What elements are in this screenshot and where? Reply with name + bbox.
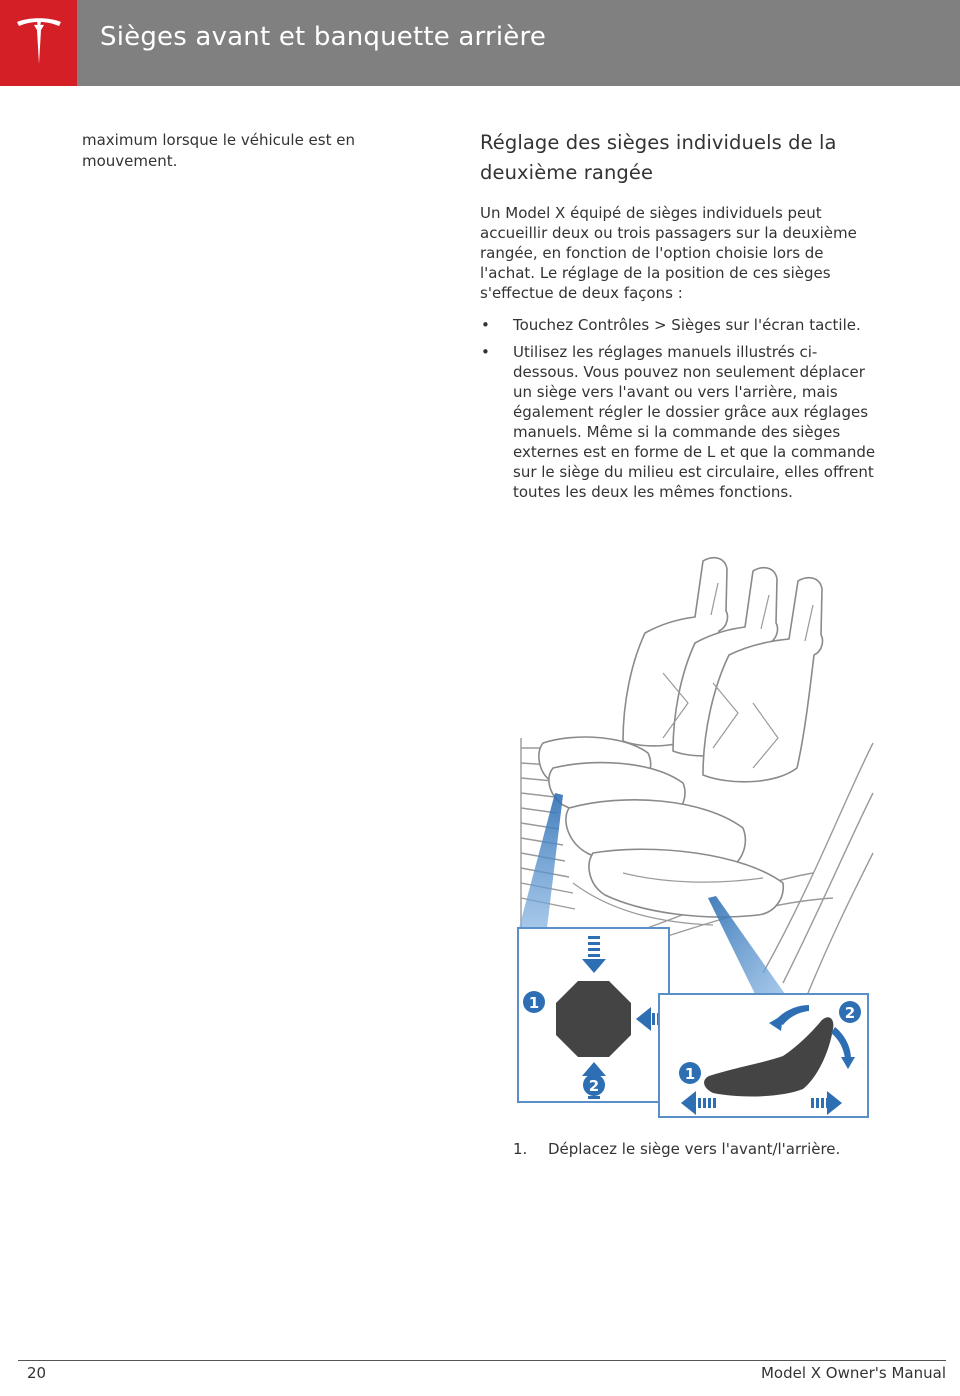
caption-number: 1. bbox=[513, 1140, 528, 1158]
callout-number: 1 bbox=[528, 994, 540, 1012]
seat-illustration-svg bbox=[513, 553, 875, 1120]
bullet-marker: • bbox=[481, 343, 490, 361]
list-item bbox=[480, 315, 880, 335]
callout-number: 2 bbox=[844, 1004, 856, 1022]
tesla-logo-icon bbox=[14, 16, 64, 68]
seat-adjustment-illustration bbox=[513, 553, 875, 1120]
caption-text: Déplacez le siège vers l'avant/l'arrière. bbox=[548, 1140, 841, 1158]
round-control-callout bbox=[518, 928, 669, 1102]
figure-caption bbox=[513, 1139, 840, 1159]
callout-number: 2 bbox=[588, 1077, 600, 1095]
tesla-logo bbox=[0, 0, 77, 86]
seat-backs bbox=[539, 558, 823, 917]
right-column bbox=[480, 128, 880, 509]
callout-number: 1 bbox=[684, 1065, 696, 1083]
bullet-list bbox=[480, 315, 880, 502]
bullet-marker: • bbox=[481, 316, 490, 334]
section-heading: Réglage des sièges individuels de la deuxième rangée bbox=[480, 131, 837, 184]
page-number: 20 bbox=[27, 1364, 47, 1382]
round-control-knob bbox=[556, 981, 631, 1057]
list-item bbox=[480, 342, 880, 502]
footer-divider bbox=[18, 1360, 946, 1361]
page-title: Sièges avant et banquette arrière bbox=[100, 22, 547, 52]
beam-round-control bbox=[519, 793, 563, 928]
manual-title: Model X Owner's Manual bbox=[760, 1364, 946, 1382]
intro-paragraph: Un Model X équipé de sièges individuels peut accueillir deux ou trois passagers sur la deuxième rangée, en fonction de l'option choisie lors de l'achat. Le réglage de la position de ces sièges s'effectue de deux façons : bbox=[480, 204, 857, 302]
page-header bbox=[0, 0, 960, 86]
list-item-text: Touchez Contrôles > Sièges sur l'écran tactile. bbox=[513, 316, 861, 334]
list-item-text: Utilisez les réglages manuels illustrés ci-dessous. Vous pouvez non seulement déplacer un siège vers l'avant ou vers l'arrière, mais également régler le dossier grâce aux réglages manuels. Même si la commande des sièges externes est en forme de L et que la commande sur le siège du milieu est circulaire, elles offrent toutes les deux les mêmes fonctions. bbox=[513, 343, 876, 501]
left-column-text: maximum lorsque le véhicule est en mouvement. bbox=[82, 131, 355, 170]
l-control-callout bbox=[659, 994, 868, 1117]
